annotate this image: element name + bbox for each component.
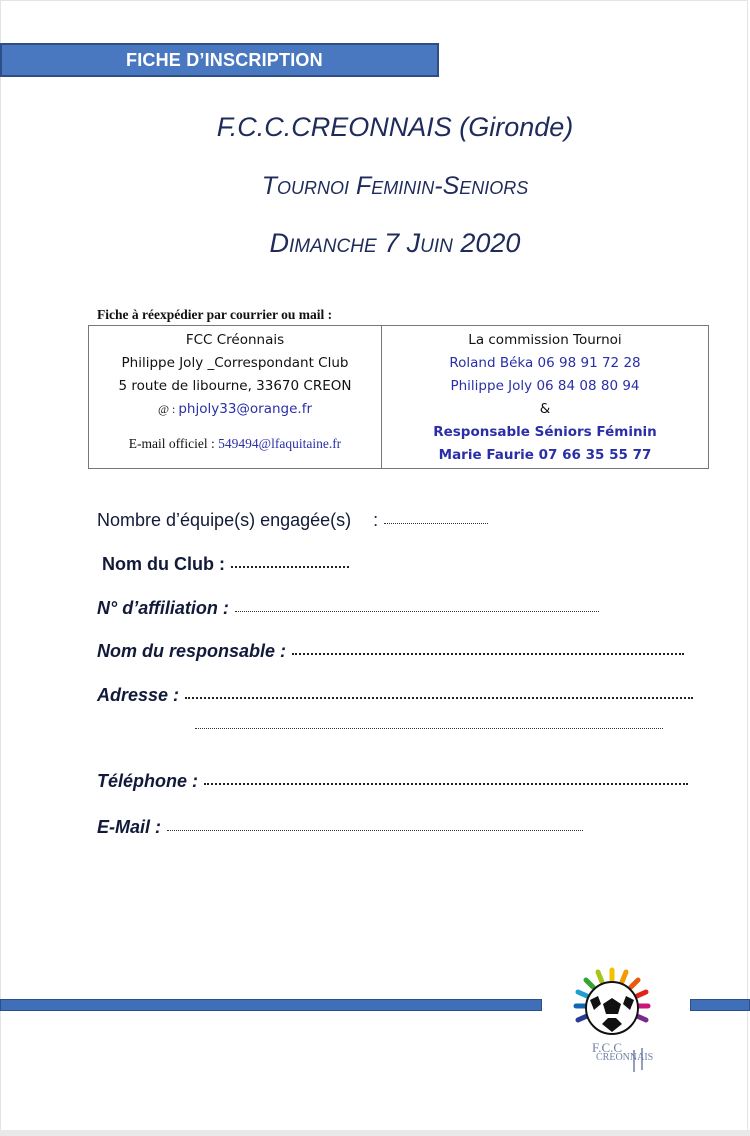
official-email-label: E-mail officiel :	[128, 436, 219, 451]
field-phone	[97, 771, 688, 792]
field-address-line2	[195, 729, 663, 731]
contact-right-column	[382, 326, 708, 468]
address-line: 5 route de libourne, 33670 CREON	[118, 378, 352, 394]
contact-left-column	[89, 326, 382, 468]
field-teams-separator: :	[373, 510, 379, 530]
field-club-name-label: Nom du Club :	[102, 554, 225, 574]
official-email-line	[89, 432, 381, 455]
email-line	[89, 398, 381, 421]
field-address-line2-input[interactable]	[195, 727, 663, 729]
logo-text: F.C.C	[592, 1040, 623, 1055]
contact-joly: Philippe Joly 06 84 08 80 94	[450, 378, 640, 394]
field-responsible-input[interactable]	[292, 652, 684, 655]
field-address-input[interactable]	[185, 696, 693, 699]
ampersand: &	[539, 401, 551, 417]
field-email	[97, 817, 583, 838]
field-address-label: Adresse :	[97, 685, 180, 705]
field-teams-label: Nombre d’équipe(s) engagée(s)	[97, 510, 352, 530]
field-email-label: E-Mail :	[97, 817, 162, 837]
bottom-strip	[0, 1130, 750, 1136]
field-club-name-input[interactable]	[231, 565, 349, 568]
official-email-link[interactable]: 549494@lfaquitaine.fr	[218, 436, 342, 451]
footer-bar-right	[690, 999, 750, 1011]
at-icon: @ :	[157, 402, 179, 416]
footer-bar-left	[0, 999, 542, 1011]
field-phone-input[interactable]	[204, 782, 688, 785]
field-email-input[interactable]	[167, 829, 583, 831]
field-responsible	[97, 641, 684, 662]
contact-beka: Roland Béka 06 98 91 72 28	[449, 355, 641, 371]
send-instructions: Fiche à réexpédier par courrier ou mail :	[97, 307, 333, 322]
field-affiliation-label: N° d’affiliation :	[97, 598, 229, 618]
logo-subtext: CREONNAIS	[596, 1052, 654, 1063]
field-teams-input[interactable]	[384, 522, 488, 524]
field-teams	[97, 510, 488, 531]
club-title: F.C.C.CREONNAIS (Gironde)	[216, 112, 574, 142]
field-responsible-label: Nom du responsable :	[97, 641, 287, 661]
club-name-line: FCC Créonnais	[185, 332, 285, 348]
contact-box	[88, 325, 709, 469]
event-title: Tournoi Feminin-Seniors	[261, 172, 529, 200]
field-phone-label: Téléphone :	[97, 771, 199, 791]
correspondent-line: Philippe Joly _Correspondant Club	[121, 355, 349, 371]
womens-seniors-title: Responsable Séniors Féminin	[433, 424, 657, 440]
field-affiliation	[97, 598, 599, 619]
field-club-name	[102, 554, 349, 575]
field-affiliation-input[interactable]	[235, 610, 599, 612]
event-date: Dimanche 7 Juin 2020	[269, 228, 521, 258]
commission-title: La commission Tournoi	[468, 332, 622, 348]
form-header-badge: FICHE D’INSCRIPTION	[0, 43, 439, 77]
field-address	[97, 685, 693, 706]
contact-faurie: Marie Faurie 07 66 35 55 77	[438, 447, 652, 463]
correspondent-email-link[interactable]: phjoly33@orange.fr	[178, 401, 313, 417]
